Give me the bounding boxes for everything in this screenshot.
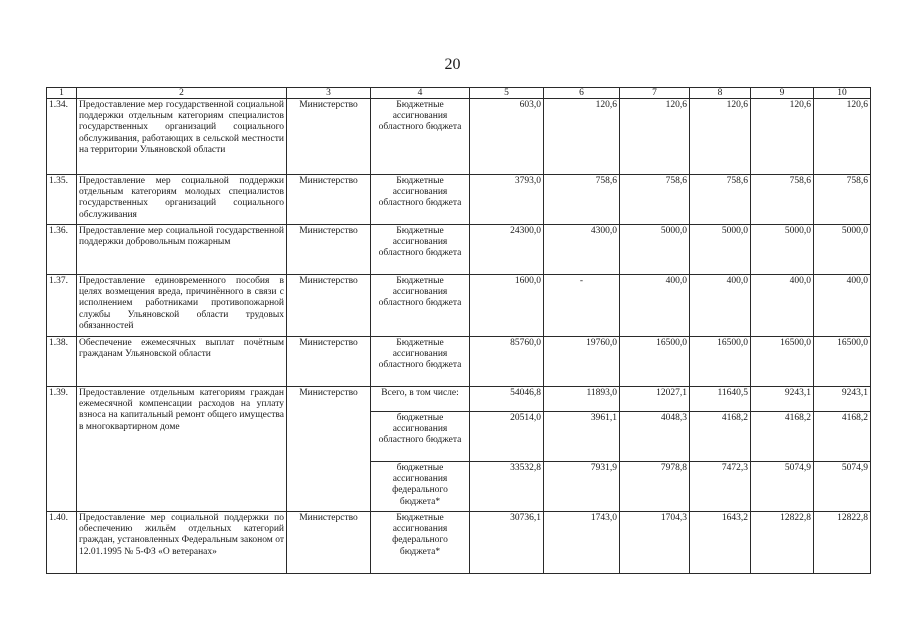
row-description: Предоставление единовременного пособия в целях возмещения вреда, причинённого в связи с исполнением работниками противопожарной службы Ульяновской области трудовых обязанностей [77,275,287,337]
row-value: 5074,9 [814,462,871,512]
row-value: 5000,0 [690,225,751,275]
row-value: 30736,1 [470,512,544,574]
row-value: 24300,0 [470,225,544,275]
table-row [47,387,871,412]
table-row [47,337,871,387]
row-value: 16500,0 [814,337,871,387]
row-value: 758,6 [751,175,814,225]
row-description: Предоставление мер социальной поддержки отдельным категориям молодых специалистов государственных организаций социального обслуживания [77,175,287,225]
row-value: 4168,2 [814,412,871,462]
row-value: 16500,0 [751,337,814,387]
row-funding-source: Бюджетные ассигнования областного бюджета [371,99,470,175]
row-number: 1.40. [47,512,77,574]
row-value: 16500,0 [620,337,690,387]
column-number: 8 [690,88,751,99]
row-value: 85760,0 [470,337,544,387]
row-funding-source: Бюджетные ассигнования областного бюджета [371,337,470,387]
row-value: 758,6 [544,175,620,225]
row-value: 54046,8 [470,387,544,412]
column-number: 5 [470,88,544,99]
column-number: 6 [544,88,620,99]
column-number: 7 [620,88,690,99]
row-value: 7931,9 [544,462,620,512]
column-number: 9 [751,88,814,99]
row-value: 758,6 [620,175,690,225]
table-row [47,99,871,175]
row-value: - [544,275,620,337]
row-value: 3961,1 [544,412,620,462]
row-number: 1.36. [47,225,77,275]
row-value: 4168,2 [690,412,751,462]
row-number: 1.34. [47,99,77,175]
row-number: 1.38. [47,337,77,387]
row-value: 12027,1 [620,387,690,412]
row-description: Предоставление мер социальной государственной поддержки добровольным пожарным [77,225,287,275]
row-description: Предоставление мер социальной поддержки по обеспечению жильём отдельных категорий граждан, установленных Федеральным законом от 12.01.1995 № 5-ФЗ «О ветеранах» [77,512,287,574]
row-value: 1743,0 [544,512,620,574]
row-funding-source: Бюджетные ассигнования областного бюджета [371,275,470,337]
column-number: 1 [47,88,77,99]
row-value: 5000,0 [751,225,814,275]
row-value: 400,0 [620,275,690,337]
row-description: Предоставление отдельным категориям граждан ежемесячной компенсации расходов на уплату взноса на капитальный ремонт общего имущества в многоквартирном доме [77,387,287,512]
column-number-row [47,88,871,99]
row-executor: Министерство [287,275,371,337]
row-value: 5074,9 [751,462,814,512]
row-executor: Министерство [287,99,371,175]
row-number: 1.37. [47,275,77,337]
row-funding-source: Бюджетные ассигнования федерального бюджета* [371,512,470,574]
row-executor: Министерство [287,337,371,387]
row-value: 11640,5 [690,387,751,412]
table-row [47,512,871,574]
row-value: 1704,3 [620,512,690,574]
row-description: Обеспечение ежемесячных выплат почётным гражданам Ульяновской области [77,337,287,387]
row-value: 11893,0 [544,387,620,412]
row-executor: Министерство [287,512,371,574]
row-value: 3793,0 [470,175,544,225]
row-value: 5000,0 [620,225,690,275]
row-description: Предоставление мер государственной социальной поддержки отдельным категориям специалистов государственных организаций социального обслуживания, работающих в сельской местности на территории Ульяновской области [77,99,287,175]
row-value: 33532,8 [470,462,544,512]
table-row [47,275,871,337]
row-value: 400,0 [751,275,814,337]
row-executor: Министерство [287,225,371,275]
row-value: 758,6 [690,175,751,225]
row-value: 12822,8 [814,512,871,574]
row-funding-source: бюджетные ассигнования федерального бюджета* [371,462,470,512]
table-row [47,225,871,275]
row-value: 120,6 [814,99,871,175]
page-number: 20 [444,56,461,73]
row-value: 1600,0 [470,275,544,337]
row-number: 1.39. [47,387,77,512]
column-number: 10 [814,88,871,99]
row-funding-source: Бюджетные ассигнования областного бюджета [371,225,470,275]
column-number: 4 [371,88,470,99]
row-executor: Министерство [287,387,371,512]
row-funding-source: Бюджетные ассигнования областного бюджета [371,175,470,225]
row-value: 120,6 [544,99,620,175]
row-value: 120,6 [751,99,814,175]
row-number: 1.35. [47,175,77,225]
column-number: 2 [77,88,287,99]
row-value: 9243,1 [751,387,814,412]
row-funding-source: Всего, в том числе: [371,387,470,412]
row-value: 400,0 [814,275,871,337]
row-value: 120,6 [690,99,751,175]
row-value: 4048,3 [620,412,690,462]
row-value: 9243,1 [814,387,871,412]
row-value: 7472,3 [690,462,751,512]
row-value: 16500,0 [690,337,751,387]
row-value: 7978,8 [620,462,690,512]
row-value: 603,0 [470,99,544,175]
row-value: 400,0 [690,275,751,337]
budget-table [46,87,871,574]
table-row [47,175,871,225]
row-value: 5000,0 [814,225,871,275]
row-value: 20514,0 [470,412,544,462]
row-executor: Министерство [287,175,371,225]
row-value: 120,6 [620,99,690,175]
row-value: 19760,0 [544,337,620,387]
row-value: 4300,0 [544,225,620,275]
row-value: 12822,8 [751,512,814,574]
row-value: 758,6 [814,175,871,225]
row-value: 1643,2 [690,512,751,574]
column-number: 3 [287,88,371,99]
row-funding-source: бюджетные ассигнования областного бюджета [371,412,470,462]
row-value: 4168,2 [751,412,814,462]
